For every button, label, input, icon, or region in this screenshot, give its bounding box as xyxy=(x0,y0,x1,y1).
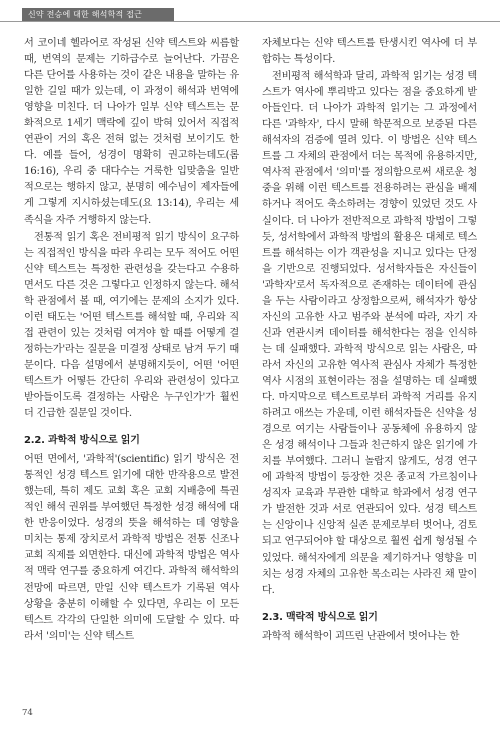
paragraph: 자체보다는 신약 텍스트를 탄생시킨 역사에 더 부합하는 특성이다. xyxy=(262,38,477,66)
left-column xyxy=(24,36,239,645)
paragraph: 전비평적 해석학과 달리, 과학적 읽기는 성경 텍스트가 역사에 뿌리박고 있다는 점을 중요하게 받아들인다. 더 나아가 과학적 읽기는 그 과정에서 다른 '과학자', 다시 말해 학문적으로 보증된 다른 해석자의 검증에 열려 있다. 이 방법은 신약 텍스트를 그 자체의 관점에서 더는 목적에 유용하지만, 역사적 관점에서 '의미'를 정의함으로써 새로운 청중을 위해 이런 텍스트를 전용하려는 관심을 배제하거나 적어도 축소하려는 경향이 있었던 것도 사실이다. 더 나아가 전반적으로 과학적 방법이 그렇듯, 성서학에서 과학적 방법의 활용은 대체로 텍스트를 해석하는 이가 객관성을 지니고 있다는 단정을 기반으로 진행되었다. 성서학자들은 자신들이 '과학자'로서 독자적으로 존재하는 데이터에 관심을 두는 사람이라고 상정함으로써, 해석자가 항상 자신의 고유한 사고 범주와 분석에 따라, 자기 자신과 연관시켜 데이터를 해석한다는 점을 인식하는 데 실패했다. 과학적 방식으로 읽는 사람은, 따라서 자신의 고유한 역사적 관심사 자체가 특정한 역사 시점의 표현이라는 점을 설명하는 데 실패했다. 마지막으로 텍스트로부터 과학적 거리를 유지하려고 애쓰는 가운데, 이런 해석자들은 신약을 성경으로 여기는 사람들이나 공동체에 유용하지 않은 성경 해석이나 그들과 친근하지 않은 읽기에 가치를 부여했다. 그러니 놀랍지 않게도, 성경 연구에 과학적 방법이 등장한 것은 종교적 가르침이나 성직자 교육과 무관한 대학교 학과에서 성경 연구가 발전한 것과 서로 연관되어 있다. 성경 텍스트는 신앙이나 신앙적 실존 문제로부터 벗어나, 검토되고 연구되어야 할 대상으로 훨씬 쉽게 형성될 수 있었다. 해석자에게 의문을 제기하거나 영향을 미치는 성경 자체의 고유한 목소리는 사라진 채 말이다. xyxy=(262,71,477,596)
paragraph: 전통적 읽기 혹은 전비평적 읽기 방식이 요구하는 직접적인 방식을 따라 우리는 모두 적어도 어떤 신약 텍스트는 특정한 관련성을 갖는다고 수용하면서도 다른 것은 그렇다고 인정하지 않는다. 해석학 관점에서 볼 때, 여기에는 문제의 소지가 있다. 이런 태도는 '어떤 텍스트를 해석할 때, 우리와 직접 관련이 있는 것처럼 여겨야 할 때를 어떻게 결정하는가'라는 질문을 미결정 상태로 남겨 두기 때문이다. 다음 설명에서 분명해지듯이, 어떤 '어떤 텍스트가 어떻든 간단히 우리와 관련성이 있다고 받아들이도록 결정하는 사람은 누구인가'가 훨씬 더 긴급한 질문일 것이다. xyxy=(24,231,239,420)
section-heading: 2.3. 맥락적 방식으로 읽기 xyxy=(262,611,378,623)
paragraph: 어떤 면에서, '과학적'(scientific) 읽기 방식은 전통적인 성경 텍스트 읽기에 대한 반작용으로 발전했는데, 특히 제도 교회 혹은 교회 지배층에 특권적인 해석 권위를 부여했던 특정한 성경 해석에 대한 반응이었다. 성경의 뜻을 해석하는 데 영향을 미치는 통제 장치로서 과학적 방법은 전통 신조나 교회 직제를 외면한다. 대신에 과학적 방법은 역사적 맥락 연구를 중요하게 여긴다. 과학적 해석학의 전망에 따르면, 만일 신약 텍스트가 기록된 역사 상황을 충분히 이해할 수 있다면, 우리는 이 모든 텍스트 각각의 단일한 의미에 도달할 수 있다. 따라서 '의미'는 신약 텍스트 xyxy=(24,454,239,642)
section-heading: 2.2. 과학적 방식으로 읽기 xyxy=(24,435,140,447)
paragraph: 과학적 해석학이 괴뜨린 난관에서 벗어나는 한 xyxy=(262,630,460,642)
running-header xyxy=(0,0,500,30)
right-column xyxy=(262,36,477,645)
page-number: 74 xyxy=(22,708,33,718)
paragraph: 서 코이네 헬라어로 작성된 신약 텍스트와 씨름할 때, 번역의 문제는 기하급수로 늘어난다. 가끔은 다른 단어를 사용하는 것이 같은 내용을 말하는 유일한 길일 때가 있는데, 이 과정이 해석과 번역에 영향을 미친다. 더 나아가 일부 신약 텍스트는 문화적으로 1세기 맥락에 깊이 박혀 있어서 직접적 연관이 거의 혹은 전혀 없는 것처럼 보이기도 한다. 예를 들어, 성경이 명확히 권고하는데도(롬 16:16), 우리 중 대다수는 거룩한 입맞춤을 일반적으로는 행하지 않고, 분명히 예수님이 제자들에게 그렇게 지시하셨는데도(요 13:14), 우리는 세족식을 자주 거행하지 않는다. xyxy=(24,38,239,226)
header-title: 신약 전승에 대한 해석학적 접근 xyxy=(28,10,143,19)
header-rule xyxy=(0,21,500,22)
